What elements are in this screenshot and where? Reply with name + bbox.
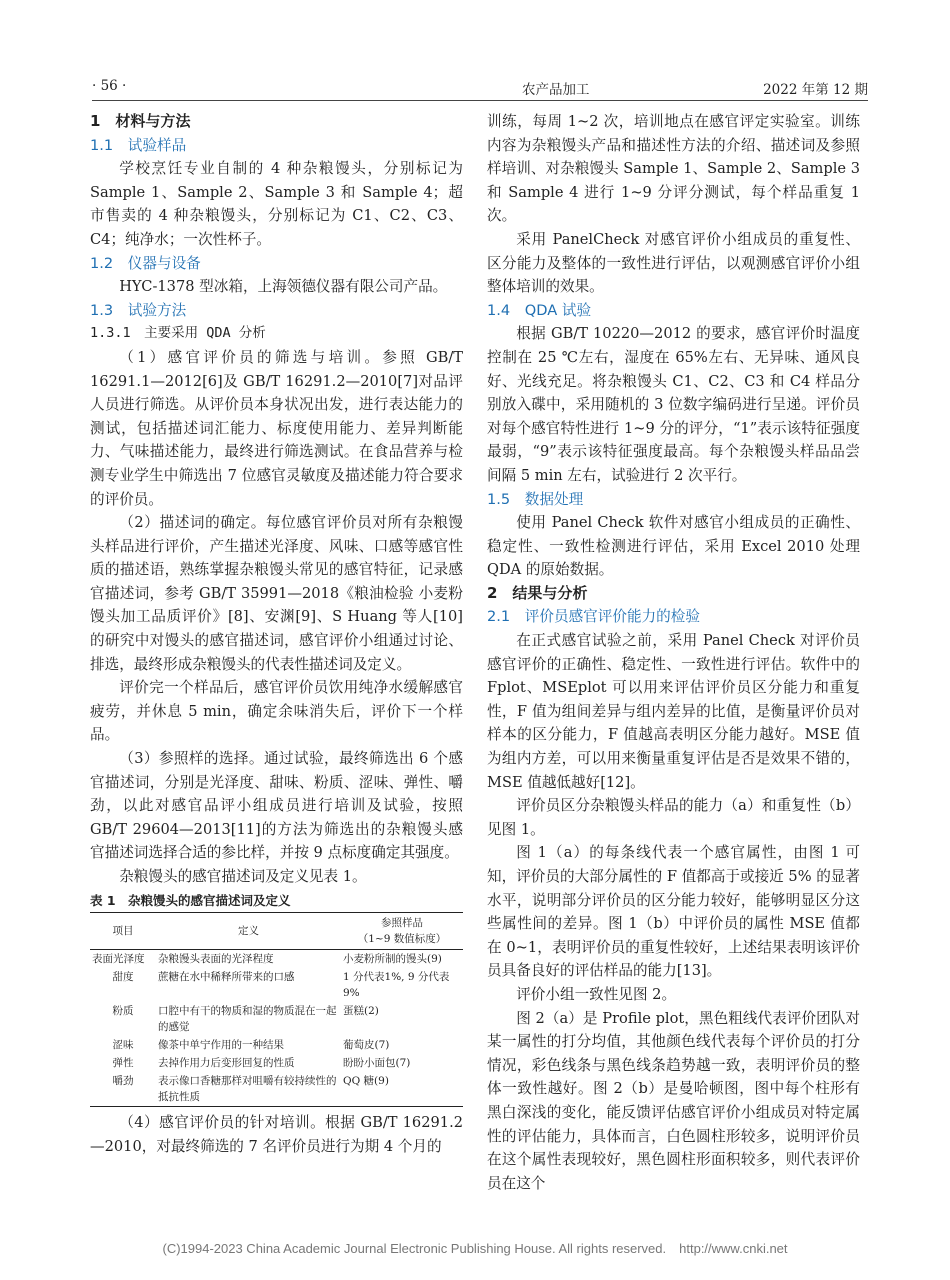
paragraph: 训练，每周 1~2 次，培训地点在感官评定实验室。训练内容为杂粮馒头产品和描述性方法的介绍、描述词及参照样培训、对杂粮馒头 Sample 1、Sample 2、Sample 3 和 Sample 4 进行 1~9 分评分测试，每个样品重复 1 次。 — [487, 113, 860, 225]
descriptor-table — [90, 912, 463, 1107]
paragraph: 评价小组一致性见图 2。 — [516, 985, 677, 1003]
subsection-heading: 1.2 仪器与设备 — [90, 254, 201, 272]
paragraph: 评价员区分杂粮馒头样品的能力（a）和重复性（b）见图 1。 — [487, 797, 860, 838]
paragraph: 学校烹饪专业自制的 4 种杂粮馒头，分别标记为 Sample 1、Sample 2、Sample 3 和 Sample 4；超市售卖的 4 种杂粮馒头，分别标记为 C1、C2、C3、C4；纯净水；一次性杯子。 — [90, 160, 463, 248]
section-heading: 1 材料与方法 — [90, 112, 191, 130]
table-row: 表面光泽度 杂粮馒头表面的光泽程度 小麦粉所制的馒头(9) — [92, 953, 442, 966]
paragraph: （4）感官评价员的针对培训。根据 GB/T 16291.2—2010，对最终筛选的 7 名评价员进行为期 4 个月的 — [90, 1114, 463, 1155]
subsection-heading: 1.1 试验样品 — [90, 136, 187, 154]
right-column — [487, 110, 860, 1195]
paragraph: 使用 Panel Check 软件对感官小组成员的正确性、稳定性、一致性检测进行评估，采用 Excel 2010 处理 QDA 的原始数据。 — [487, 514, 860, 579]
table-header: 定义 — [238, 925, 259, 938]
issue-number: 2022 年第 12 期 — [763, 82, 868, 98]
paragraph: （2）描述词的确定。每位感官评价员对所有杂粮馒头样品进行评价，产生描述光泽度、风味、口感等感官性质的描述语，熟练掌握杂粮馒头常见的感官特征，记录感官描述词，参考 GB/T 35991—2018《粮油检验 小麦粉馒头加工品质评价》[8]、安渊[9]、S Huang 等人[10]的研究中对馒头的感官描述词，感官评价小组通过讨论、排选，最终形成杂粮馒头的代表性描述词及定义。 — [90, 514, 463, 673]
table-title: 表 1 杂粮馒头的感官描述词及定义 — [90, 892, 291, 908]
table-header: 项目 — [112, 925, 134, 938]
subsection-heading: 2.1 评价员感官评价能力的检验 — [487, 608, 700, 626]
table-row: 弹性 去掉作用力后变形回复的性质 盼盼小面包(7) — [112, 1057, 411, 1070]
table-row: 粉质 口腔中有干的物质和湿的物质混在一起的感觉 蛋糕(2) — [112, 1005, 379, 1034]
journal-name: 农产品加工 — [522, 82, 590, 98]
paragraph: 评价完一个样品后，感官评价员饮用纯净水缓解感官疲劳，并休息 5 min，确定余味消失后，评价下一个样品。 — [90, 679, 463, 744]
subsection-heading: 1.5 数据处理 — [487, 490, 584, 508]
subsubsection-heading: 1.3.1 主要采用 QDA 分析 — [90, 325, 266, 342]
table-row: 嚼劲 表示像口香糖那样对咀嚼有较持续性的抵抗性质 QQ 糖(9) — [90, 1072, 463, 1107]
section-heading: 2 结果与分析 — [487, 583, 588, 602]
paragraph: 杂粮馒头的感官描述词及定义见表 1。 — [119, 868, 367, 885]
table-row: 涩味 像茶中单宁作用的一种结果 葡萄皮(7) — [112, 1039, 390, 1052]
paragraph: HYC-1378 型冰箱，上海领德仪器有限公司产品。 — [119, 278, 448, 296]
subsection-heading: 1.4 QDA 试验 — [487, 301, 592, 319]
paragraph: （3）参照样的选择。通过试验，最终筛选出 6 个感官描述词，分别是光泽度、甜味、粉质、涩味、弹性、嚼劲，以此对感官品评小组成员进行培训及试验，按照 GB/T 29604—2013[11]的方法为筛选出的杂粮馒头感官描述词选择合适的参比样，并按 9 点标度确定其强度。 — [90, 750, 463, 862]
paragraph: 图 1（a）的每条线代表一个感官属性，由图 1 可知，评价员的大部分属性的 F 值都高于或接近 5% 的显著水平，说明部分评价员的区分能力较好，能够明显区分这些属性间的差异。图 1（b）中评价员的属性 MSE 值都在 0~1，表明评价员的重复性较好，上述结果表明该评价员具备良好的评估样品的能力[13]。 — [487, 844, 860, 980]
paragraph: 在正式感官试验之前，采用 Panel Check 对评价员感官评价的正确性、稳定性、一致性进行评估。软件中的 Fplot、MSEplot 可以用来评估评价员区分能力和重复性，F 值为组间差异与组内差异的比值，是衡量评价员对样本的区分能力，F 值越高表明区分能力越好。MSE 值为组内方差，可以用来衡量重复评估是否是效果不错的，MSE 值越低越好[12]。 — [487, 632, 860, 791]
subsection-heading: 1.3 试验方法 — [90, 301, 187, 319]
copyright-footer: (C)1994-2023 China Academic Journal Electronic Publishing House. All rights reserved. http://www.cnki.net — [162, 1241, 788, 1256]
page-header — [92, 78, 868, 101]
paragraph: 图 2（a）是 Profile plot，黑色粗线代表评价团队对某一属性的打分均值，其他颜色线代表每个评价员的打分情况，彩色线条与黑色线条趋势越一致，表明评价员的整体一致性越好。图 2（b）是曼哈顿图，图中每个柱形有黑白深浅的变化，能反馈评估感官评价小组成员对特定属性的评估能力，具体而言，白色圆柱形较多，说明评价员在这个属性表现较好，黑色圆柱形面积较多，则代表评价员在这个 — [487, 1009, 860, 1192]
paragraph: （1）感官评价员的筛选与培训。参照 GB/T 16291.1—2012[6]及 GB/T 16291.2—2010[7]对品评人员进行筛选。从评价员本身状况出发，进行表达能力的测试，包括描述词汇能力、标度使用能力、差异判断能力、气味描述能力，最终进行筛选测试。在食品营养与检测专业学生中筛选出 7 位感官灵敏度及描述能力符合要求的评价员。 — [90, 348, 463, 508]
table-row: 甜度 蔗糖在水中稀释所带来的口感 1 分代表1%, 9 分代表 9% — [112, 971, 450, 1000]
page-number: · 56 · — [92, 78, 127, 94]
paragraph: 根据 GB/T 10220—2012 的要求，感官评价时温度控制在 25 ℃左右，湿度在 65%左右、无异味、通风良好、光线充足。将杂粮馒头 C1、C2、C3 和 C4 样品分别放入碟中，采用随机的 3 位数字编码进行呈递。评价员对每个感官特性进行 1~9 分的评分，“1”表示该特征强度最弱，“9”表示该特征强度最高。每个杂粮馒头样品品尝间隔 5 min 左右，试验进行 2 次平行。 — [487, 325, 860, 484]
left-column — [90, 110, 463, 1158]
paragraph: 采用 PanelCheck 对感官评价小组成员的重复性、区分能力及整体的一致性进行评估，以观测感官评价小组整体培训的效果。 — [487, 230, 860, 296]
table-header: 参照样品 （1~9 数值标度） — [357, 917, 447, 946]
